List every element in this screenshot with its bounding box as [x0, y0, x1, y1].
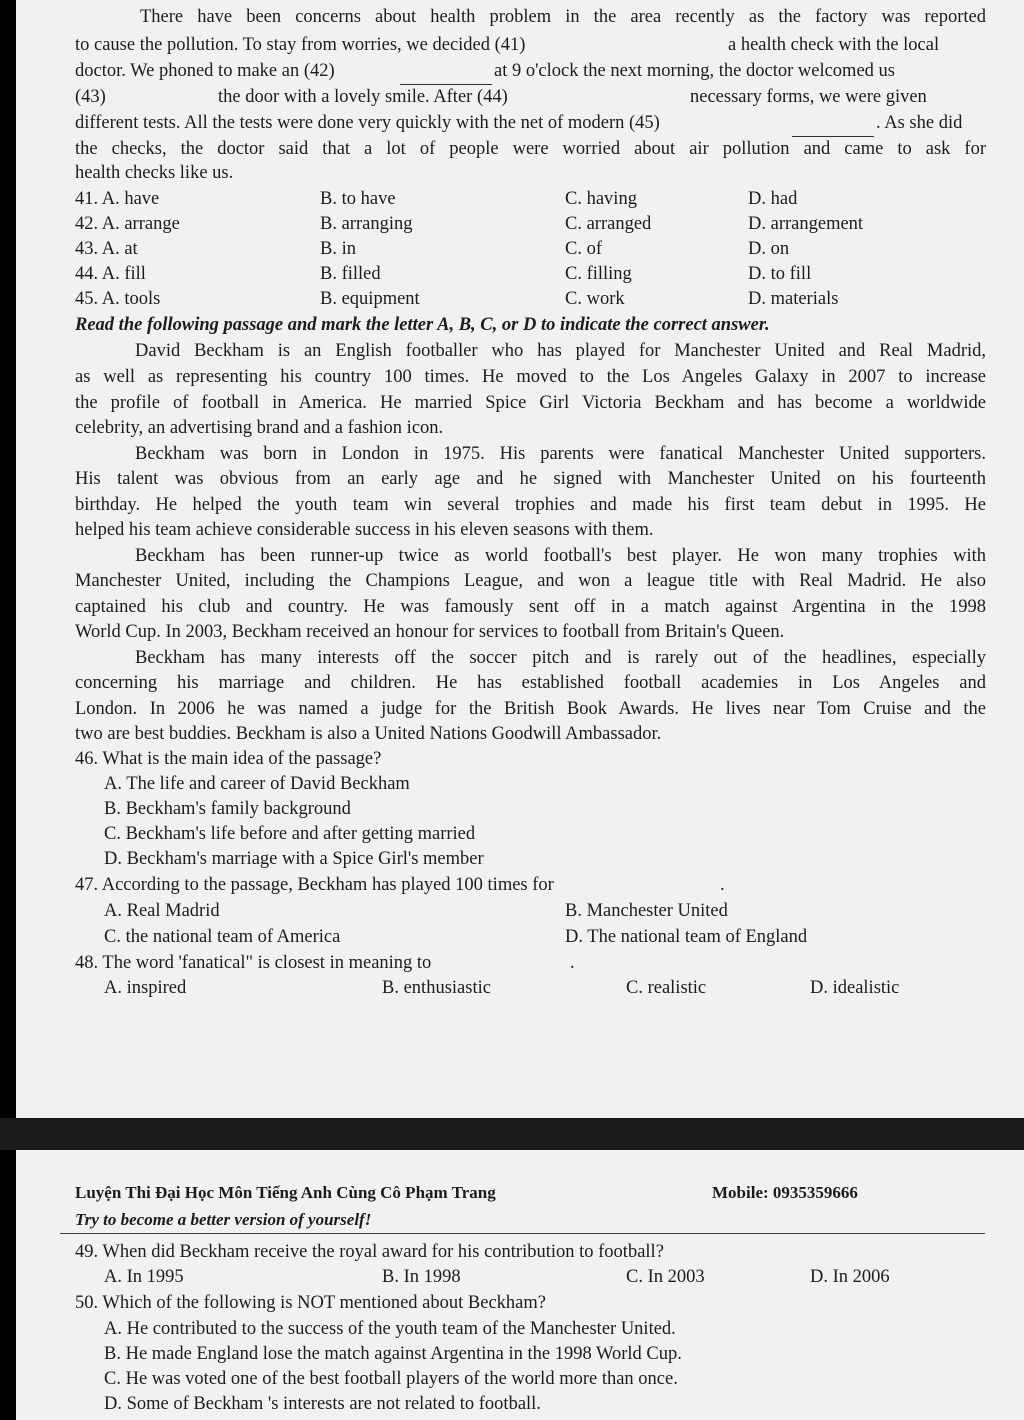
- q42-option-c: C. arranged: [565, 214, 652, 234]
- q44-option-a: 44. A. fill: [75, 264, 146, 284]
- q47-stem-end: .: [720, 875, 725, 895]
- cloze-line-7: health checks like us.: [75, 163, 234, 183]
- cloze-line-4b: the door with a lovely smile. After (44): [218, 87, 508, 107]
- q46-option-a: A. The life and career of David Beckham: [104, 774, 410, 794]
- q43-option-c: C. of: [565, 239, 602, 259]
- q45-option-c: C. work: [565, 289, 625, 309]
- q44-option-d: D. to fill: [748, 264, 812, 284]
- page-header-slogan: Try to become a better version of yourself!: [75, 1210, 372, 1229]
- q42-option-a: 42. A. arrange: [75, 214, 180, 234]
- q42-option-b: B. arranging: [320, 214, 413, 234]
- cloze-line-5a: different tests. All the tests were done very quickly with the net of modern (45): [75, 113, 660, 133]
- cloze-line-3b: at 9 o'clock the next morning, the doctor welcomed us: [494, 61, 895, 81]
- passage-p4-line-1: Beckham has many interests off the soccer pitch and is rarely out of the headlines, especially: [135, 648, 986, 668]
- q47-option-a: A. Real Madrid: [104, 901, 220, 921]
- q48-stem: 48. The word 'fanatical" is closest in meaning to: [75, 953, 432, 973]
- cloze-line-3a: doctor. We phoned to make an (42): [75, 61, 335, 81]
- q48-option-a: A. inspired: [104, 978, 187, 998]
- q41-option-c: C. having: [565, 189, 637, 209]
- cloze-line-4a: (43): [75, 87, 106, 107]
- q50-option-d: D. Some of Beckham 's interests are not related to football.: [104, 1394, 541, 1414]
- passage-p2-line-1: Beckham was born in London in 1975. His parents were fanatical Manchester United supporters.: [135, 444, 986, 464]
- q45-option-b: B. equipment: [320, 289, 420, 309]
- q49-option-a: A. In 1995: [104, 1267, 184, 1287]
- passage-p2-line-2: His talent was obvious from an early age and he signed with Manchester United on his fourteenth: [75, 469, 986, 489]
- header-divider: [60, 1233, 985, 1234]
- blank-45: [792, 122, 874, 137]
- passage-p4-line-4: two are best buddies. Beckham is also a United Nations Goodwill Ambassador.: [75, 724, 662, 744]
- q48-option-d: D. idealistic: [810, 978, 900, 998]
- q42-option-d: D. arrangement: [748, 214, 864, 234]
- q41-option-a: 41. A. have: [75, 189, 160, 209]
- page-header-title: Luyện Thi Đại Học Môn Tiếng Anh Cùng Cô Phạm Trang: [75, 1183, 496, 1202]
- passage-p3-line-2: Manchester United, including the Champions League, and won a league title with Real Madrid. He also: [75, 571, 986, 591]
- q44-option-c: C. filling: [565, 264, 632, 284]
- cloze-line-5b: . As she did: [876, 113, 963, 133]
- cloze-line-2b: a health check with the local: [728, 35, 940, 55]
- q47-option-d: D. The national team of England: [565, 927, 808, 947]
- q48-option-c: C. realistic: [626, 978, 707, 998]
- q49-stem: 49. When did Beckham receive the royal award for his contribution to football?: [75, 1242, 664, 1262]
- q49-option-c: C. In 2003: [626, 1267, 705, 1287]
- q47-option-c: C. the national team of America: [104, 927, 341, 947]
- cloze-line-2a: to cause the pollution. To stay from worries, we decided (41): [75, 35, 526, 55]
- cloze-line-6: the checks, the doctor said that a lot of people were worried about air pollution and came to ask for: [75, 139, 986, 159]
- passage-p1-line-3: the profile of football in America. He married Spice Girl Victoria Beckham and has become a worldwide: [75, 393, 986, 413]
- passage-p4-line-3: London. In 2006 he was named a judge for the British Book Awards. He lives near Tom Cruise and the: [75, 699, 986, 719]
- cloze-line-4c: necessary forms, we were given: [690, 87, 927, 107]
- passage-p3-line-3: captained his club and country. He was famously sent off in a match against Argentina in the 1998: [75, 597, 986, 617]
- passage-p1-line-2: as well as representing his country 100 times. He moved to the Los Angeles Galaxy in 2007 to increase: [75, 367, 986, 387]
- q46-option-c: C. Beckham's life before and after getting married: [104, 824, 476, 844]
- q50-option-c: C. He was voted one of the best football players of the world more than once.: [104, 1369, 678, 1389]
- q50-option-b: B. He made England lose the match against Argentina in the 1998 World Cup.: [104, 1344, 682, 1364]
- q50-option-a: A. He contributed to the success of the youth team of the Manchester United.: [104, 1319, 676, 1339]
- passage-p3-line-1: Beckham has been runner-up twice as world football's best player. He won many trophies with: [135, 546, 986, 566]
- passage-p2-line-4: helped his team achieve considerable success in his eleven seasons with them.: [75, 520, 654, 540]
- q43-option-d: D. on: [748, 239, 790, 259]
- q47-stem: 47. According to the passage, Beckham has played 100 times for: [75, 875, 554, 895]
- q44-option-b: B. filled: [320, 264, 381, 284]
- q43-option-a: 43. A. at: [75, 239, 138, 259]
- q49-option-d: D. In 2006: [810, 1267, 890, 1287]
- q47-option-b: B. Manchester United: [565, 901, 728, 921]
- blank-42: [400, 70, 492, 85]
- passage-p3-line-4: World Cup. In 2003, Beckham received an honour for services to football from Britain's Queen.: [75, 622, 785, 642]
- q50-stem: 50. Which of the following is NOT mentioned about Beckham?: [75, 1293, 546, 1313]
- page-gap: [0, 1118, 1024, 1150]
- page-header-mobile: Mobile: 0935359666: [712, 1183, 858, 1202]
- q45-option-a: 45. A. tools: [75, 289, 161, 309]
- q41-option-b: B. to have: [320, 189, 396, 209]
- passage-p1-line-1: David Beckham is an English footballer who has played for Manchester United and Real Madrid,: [135, 341, 986, 361]
- q46-option-d: D. Beckham's marriage with a Spice Girl's member: [104, 849, 484, 869]
- q46-stem: 46. What is the main idea of the passage?: [75, 749, 382, 769]
- q43-option-b: B. in: [320, 239, 356, 259]
- q41-option-d: D. had: [748, 189, 798, 209]
- q48-stem-end: .: [570, 953, 575, 973]
- passage-p2-line-3: birthday. He helped the youth team win several trophies and made his first team debut in 1995. He: [75, 495, 986, 515]
- passage-p4-line-2: concerning his marriage and children. He has established football academies in Los Angeles and: [75, 673, 986, 693]
- q45-option-d: D. materials: [748, 289, 839, 309]
- cloze-line-1: There have been concerns about health problem in the area recently as the factory was reported: [140, 7, 986, 27]
- reading-instruction: Read the following passage and mark the letter A, B, C, or D to indicate the correct answer.: [75, 315, 770, 335]
- passage-p1-line-4: celebrity, an advertising brand and a fashion icon.: [75, 418, 444, 438]
- q46-option-b: B. Beckham's family background: [104, 799, 351, 819]
- q48-option-b: B. enthusiastic: [382, 978, 491, 998]
- q49-option-b: B. In 1998: [382, 1267, 461, 1287]
